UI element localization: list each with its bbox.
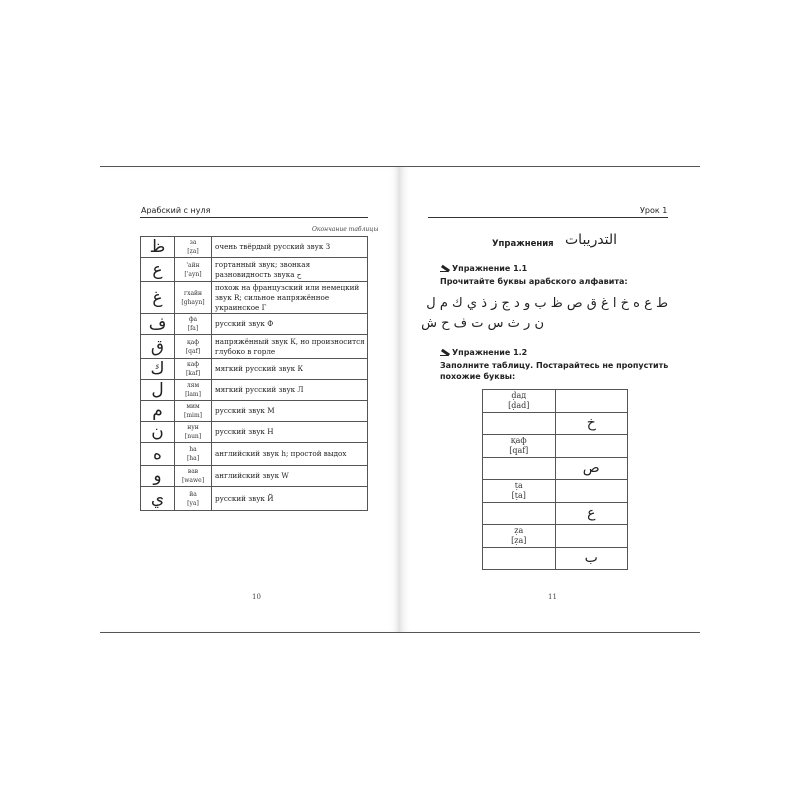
exercise-2-title-text: Упражнение 1.2 [452, 348, 528, 357]
section-title-ar: التدريبات [565, 232, 618, 248]
bottom-edge-line [100, 632, 700, 633]
letter-name: мим [186, 403, 200, 410]
arabic-letter: ن [141, 422, 175, 443]
letter-name: гхайн [183, 289, 203, 297]
left-page-number: 10 [252, 593, 261, 601]
transliteration-bracket: [ḍad] [508, 400, 530, 410]
letter-name: ha [189, 446, 197, 453]
letter-name-cell [175, 335, 212, 359]
continuation-note: Окончание таблицы [312, 226, 379, 233]
transliteration-cell[interactable] [483, 412, 556, 435]
letter-name: йа [189, 490, 197, 498]
letter-translit: [mim] [184, 412, 202, 419]
table-row [483, 412, 628, 435]
fill-in-table [482, 389, 628, 570]
arabic-letter: ك [141, 359, 175, 380]
table-row [483, 547, 628, 570]
exercise-1-letters-line2: ن ر ث س ت ف ح ش [421, 316, 544, 331]
letter-translit: [lam] [185, 391, 201, 398]
letter-name: нун [187, 424, 199, 431]
left-running-head: Арабский с нуля [141, 206, 211, 215]
transliteration-bracket: [ẓa] [511, 535, 527, 545]
arabic-letter: ق [141, 335, 175, 359]
right-running-head: Урок 1 [640, 206, 668, 215]
letter-translit: [ya] [187, 499, 199, 507]
letter-name-cell [175, 282, 212, 314]
table-row [483, 435, 628, 458]
arabic-letter-cell[interactable]: ص [555, 457, 628, 480]
table-row [141, 422, 368, 443]
letter-name: вав [187, 468, 199, 475]
section-title-ru: Упражнения [492, 239, 554, 249]
arabic-letter: و [141, 466, 175, 487]
letter-name: фа [188, 316, 198, 323]
letter-translit: [ha] [186, 455, 200, 462]
exercise-1-letters-line1: ط ع ه خ ا غ ق ص ظ ب و د ج ز ذ ي ك م ل [426, 296, 668, 311]
transliteration-name: қаф [510, 435, 527, 445]
letter-translit: [wawe] [181, 477, 205, 484]
letter-description: мягкий русский звук Л [212, 380, 368, 401]
arabic-letter-cell[interactable] [555, 525, 628, 548]
exercise-1-title [440, 264, 527, 273]
table-row [141, 359, 368, 380]
letter-name: за [189, 239, 197, 246]
right-page-number: 11 [548, 593, 557, 601]
table-row [483, 525, 628, 548]
arabic-letter-cell[interactable] [555, 480, 628, 503]
arabic-letter: ه [141, 443, 175, 466]
arabic-letter-cell[interactable]: خ [555, 412, 628, 435]
arabic-letter: غ [141, 282, 175, 314]
table-row [141, 487, 368, 511]
table-row [483, 480, 628, 503]
arabic-letter: ل [141, 380, 175, 401]
table-row [483, 390, 628, 413]
transliteration-cell[interactable] [483, 435, 556, 458]
table-row [141, 335, 368, 359]
letter-name-cell [175, 422, 212, 443]
letter-translit: [qaf] [185, 347, 201, 355]
letter-description: похож на французский или немецкий звук R; сильное напряжённое украинское Г [212, 282, 368, 314]
table-row [141, 237, 368, 258]
letter-translit: [nun] [184, 433, 202, 440]
left-head-rule [140, 217, 368, 218]
arabic-letter: ظ [141, 237, 175, 258]
table-row [141, 380, 368, 401]
pencil-icon [440, 348, 450, 356]
letter-name: каф [186, 361, 200, 368]
table-row [141, 282, 368, 314]
transliteration-cell[interactable] [483, 525, 556, 548]
table-row [483, 457, 628, 480]
letter-description: гортанный звук; звонкая разновидность звука ح [212, 258, 368, 282]
letter-translit: [ghayn] [181, 298, 205, 306]
arabic-letter: م [141, 401, 175, 422]
letter-description: русский звук Й [212, 487, 368, 511]
transliteration-cell[interactable] [483, 480, 556, 503]
arabic-letter: ف [141, 314, 175, 335]
table-row [483, 502, 628, 525]
letter-description: напряжённый звук К, но произносится глубоко в горле [212, 335, 368, 359]
arabic-letter: ع [141, 258, 175, 282]
letter-translit: [ẓa] [187, 248, 199, 255]
letter-name: қаф [187, 338, 199, 346]
letter-name-cell [175, 466, 212, 487]
pencil-icon [440, 264, 450, 272]
table-row [141, 443, 368, 466]
table-row [141, 258, 368, 282]
exercise-2-title [440, 348, 527, 357]
letter-description: мягкий русский звук К [212, 359, 368, 380]
letter-description: английский звук W [212, 466, 368, 487]
letter-translit: ['ayn] [184, 270, 202, 278]
letter-description: очень твёрдый русский звук З [212, 237, 368, 258]
exercise-2-instruction: Заполните таблицу. Постарайтесь не пропустить похожие буквы: [440, 361, 669, 381]
transliteration-cell[interactable] [483, 547, 556, 570]
transliteration-name: ṭa [514, 480, 523, 490]
table-row [141, 401, 368, 422]
arabic-letter-cell[interactable] [555, 390, 628, 413]
arabic-letter: ي [141, 487, 175, 511]
transliteration-bracket: [ṭa] [511, 490, 526, 500]
letter-translit: [fa] [187, 325, 199, 332]
letter-name: лям [186, 382, 200, 389]
table-row [141, 314, 368, 335]
letter-description: русский звук М [212, 401, 368, 422]
letter-translit: [kaf] [185, 370, 201, 377]
letter-description: русский звук Ф [212, 314, 368, 335]
arabic-letter-cell[interactable]: ع [555, 502, 628, 525]
table-row [141, 466, 368, 487]
letter-name-cell [175, 401, 212, 422]
letter-name-cell [175, 380, 212, 401]
letter-name-cell [175, 359, 212, 380]
exercise-1-instruction: Прочитайте буквы арабского алфавита: [440, 277, 628, 286]
transliteration-name: ḍад [511, 390, 527, 400]
transliteration-cell[interactable] [483, 457, 556, 480]
transliteration-cell[interactable] [483, 502, 556, 525]
arabic-letter-cell[interactable]: ب [555, 547, 628, 570]
letter-name-cell [175, 443, 212, 466]
exercise-1-title-text: Упражнение 1.1 [452, 264, 528, 273]
transliteration-bracket: [qaf] [509, 445, 529, 455]
letter-description: английский звук h; простой выдох [212, 443, 368, 466]
right-head-rule [428, 217, 668, 218]
letter-name: 'айн [186, 261, 200, 269]
transliteration-cell[interactable] [483, 390, 556, 413]
letter-description: русский звук Н [212, 422, 368, 443]
alphabet-table [140, 236, 368, 511]
letter-name-cell [175, 258, 212, 282]
letter-name-cell [175, 314, 212, 335]
transliteration-name: ẓa [514, 525, 524, 535]
letter-name-cell [175, 237, 212, 258]
letter-name-cell [175, 487, 212, 511]
arabic-letter-cell[interactable] [555, 435, 628, 458]
